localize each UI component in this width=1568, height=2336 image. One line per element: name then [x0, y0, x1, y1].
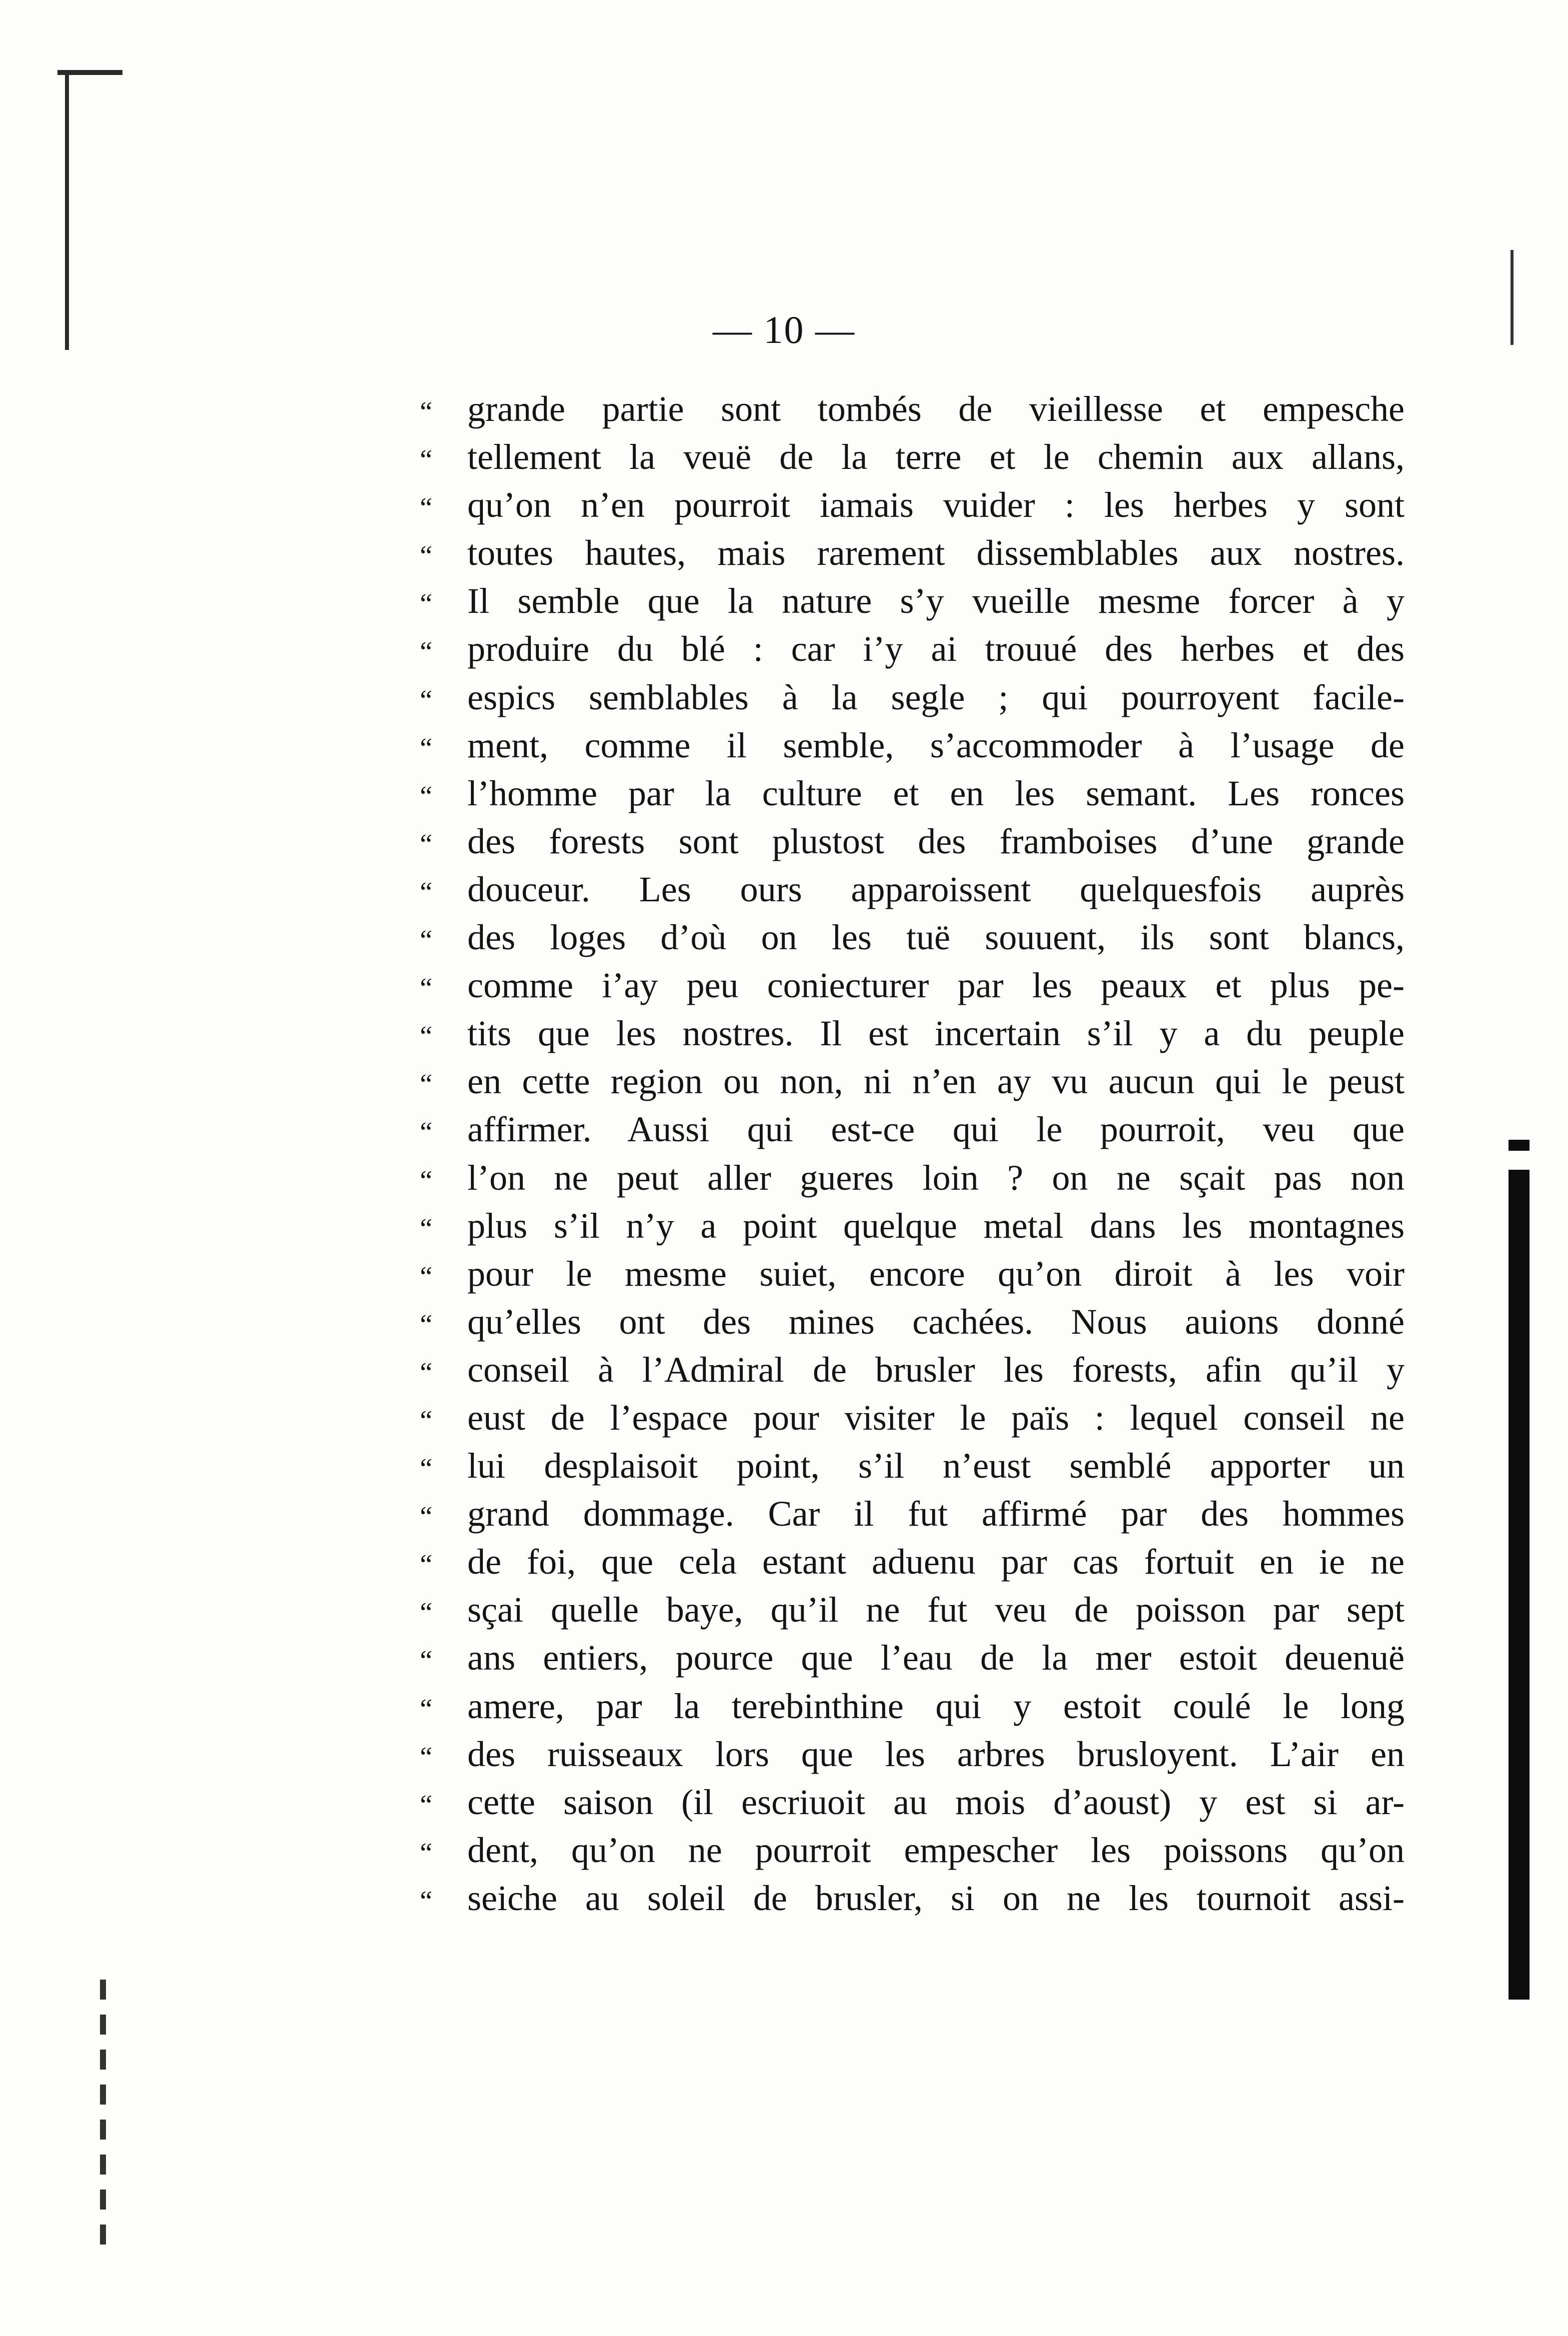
quote-mark: “ — [420, 1837, 432, 1869]
quote-mark: “ — [420, 396, 432, 427]
text-line — [420, 481, 1405, 529]
text-line — [420, 1298, 1405, 1346]
quote-mark: “ — [420, 1357, 432, 1388]
line-text: ment, comme il semble, s’accommoder à l’usage de — [467, 725, 1405, 765]
quote-mark: “ — [420, 588, 432, 620]
text-line — [420, 1394, 1405, 1442]
text-line — [420, 1057, 1405, 1105]
line-text: tellement la veuë de la terre et le chemin aux allans, — [467, 437, 1405, 477]
line-text: affirmer. Aussi qui est-ce qui le pourroit, veu que — [467, 1109, 1405, 1150]
quote-mark: “ — [420, 540, 432, 572]
quote-mark: “ — [420, 828, 432, 860]
line-text: cette saison (il escriuoit au mois d’aoust) y est si ar- — [467, 1782, 1405, 1822]
line-text: des forests sont plustost des framboises d’une grande — [467, 821, 1405, 861]
text-line — [420, 1105, 1405, 1153]
line-text: produire du blé : car i’y ai trouué des herbes et des — [467, 629, 1405, 669]
quote-mark: “ — [420, 1549, 432, 1581]
text-line — [420, 1682, 1405, 1730]
text-line — [420, 625, 1405, 673]
quote-mark: “ — [420, 1069, 432, 1100]
text-line — [420, 1346, 1405, 1394]
quote-mark: “ — [420, 1741, 432, 1773]
page-number: — 10 — — [713, 308, 855, 351]
line-text: ans entiers, pource que l’eau de la mer estoit deuenuë — [467, 1638, 1405, 1678]
text-line — [420, 1874, 1405, 1922]
line-text: l’on ne peut aller gueres loin ? on ne sçait pas non — [467, 1157, 1405, 1198]
text-line — [420, 1826, 1405, 1874]
line-text: dent, qu’on ne pourroit empescher les poissons qu’on — [467, 1830, 1405, 1870]
quote-mark: “ — [420, 1213, 432, 1244]
line-text: pour le mesme suiet, encore qu’on diroit à les voir — [467, 1253, 1405, 1294]
quote-mark: “ — [420, 1261, 432, 1292]
line-text: en cette region ou non, ni n’en ay vu aucun qui le peust — [467, 1061, 1405, 1102]
text-line — [420, 913, 1405, 961]
quote-mark: “ — [420, 1885, 432, 1917]
text-line — [420, 529, 1405, 577]
text-line — [420, 385, 1405, 433]
text-line — [420, 1778, 1405, 1826]
quote-mark: “ — [420, 780, 432, 812]
quote-mark: “ — [420, 925, 432, 956]
line-text: qu’elles ont des mines cachées. Nous auions donné — [467, 1301, 1405, 1342]
line-text: l’homme par la culture et en les semant. Les ronces — [467, 773, 1405, 813]
quote-mark: “ — [420, 1501, 432, 1533]
text-line — [420, 1634, 1405, 1682]
line-text: lui desplaisoit point, s’il n’eust semblé apporter un — [467, 1446, 1405, 1486]
text-line — [420, 1730, 1405, 1778]
line-text: seiche au soleil de brusler, si on ne les tournoit assi- — [467, 1878, 1405, 1918]
text-line — [420, 1442, 1405, 1490]
quote-mark: “ — [420, 492, 432, 524]
binding-shadow — [1509, 1140, 1530, 1151]
quote-mark: “ — [420, 1021, 432, 1052]
quote-mark: “ — [420, 1597, 432, 1629]
text-line — [420, 1154, 1405, 1202]
quote-mark: “ — [420, 1165, 432, 1196]
quote-mark: “ — [420, 1789, 432, 1821]
quote-mark: “ — [420, 1645, 432, 1677]
line-text: des ruisseaux lors que les arbres brusloyent. L’air en — [467, 1734, 1405, 1774]
quote-mark: “ — [420, 973, 432, 1004]
text-line — [420, 1009, 1405, 1057]
line-text: grande partie sont tombés de vieillesse et empesche — [467, 389, 1405, 429]
line-text: toutes hautes, mais rarement dissemblables aux nostres. — [467, 533, 1405, 573]
line-text: sçai quelle baye, qu’il ne fut veu de poisson par sept — [467, 1590, 1405, 1630]
text-line — [420, 673, 1405, 721]
text-line — [420, 1538, 1405, 1586]
quote-mark: “ — [420, 732, 432, 764]
quote-mark: “ — [420, 1405, 432, 1436]
line-text: tits que les nostres. Il est incertain s’il y a du peuple — [467, 1013, 1405, 1054]
line-text: comme i’ay peu coniecturer par les peaux et plus pe- — [467, 965, 1405, 1006]
text-line — [420, 865, 1405, 913]
quote-mark: “ — [420, 636, 432, 668]
line-text: eust de l’espace pour visiter le païs : lequel conseil ne — [467, 1397, 1405, 1438]
text-line — [420, 1490, 1405, 1538]
line-text: conseil à l’Admiral de brusler les forests, afin qu’il y — [467, 1349, 1405, 1390]
quote-mark: “ — [420, 1309, 432, 1340]
text-line — [420, 1202, 1405, 1250]
text-line — [420, 817, 1405, 865]
quote-mark: “ — [420, 684, 432, 716]
quote-mark: “ — [420, 1453, 432, 1485]
line-text: plus s’il n’y a point quelque metal dans les montagnes — [467, 1205, 1405, 1246]
text-line — [420, 433, 1405, 481]
text-line — [420, 769, 1405, 817]
line-text: de foi, que cela estant aduenu par cas fortuit en ie ne — [467, 1542, 1405, 1582]
line-text: Il semble que la nature s’y vueille mesme forcer à y — [467, 581, 1405, 621]
line-text: grand dommage. Car il fut affirmé par des hommes — [467, 1494, 1405, 1534]
body-text — [420, 385, 1405, 1922]
quote-mark: “ — [420, 444, 432, 476]
text-line — [420, 1250, 1405, 1298]
text-line — [420, 961, 1405, 1009]
scan-edge-mark — [100, 1980, 106, 2260]
line-text: douceur. Les ours apparoissent quelquesfois auprès — [467, 869, 1405, 909]
line-text: des loges d’où on les tuë souuent, ils sont blancs, — [467, 917, 1405, 958]
line-text: espics semblables à la segle ; qui pourroyent facile- — [467, 677, 1405, 717]
line-text: amere, par la terebinthine qui y estoit coulé le long — [467, 1686, 1405, 1726]
text-line — [420, 721, 1405, 769]
text-line — [420, 1586, 1405, 1634]
line-text: qu’on n’en pourroit iamais vuider : les herbes y sont — [467, 485, 1405, 525]
quote-mark: “ — [420, 1117, 432, 1148]
text-line — [420, 577, 1405, 625]
binding-shadow — [1509, 1170, 1530, 2000]
quote-mark: “ — [420, 876, 432, 908]
quote-mark: “ — [420, 1693, 432, 1725]
